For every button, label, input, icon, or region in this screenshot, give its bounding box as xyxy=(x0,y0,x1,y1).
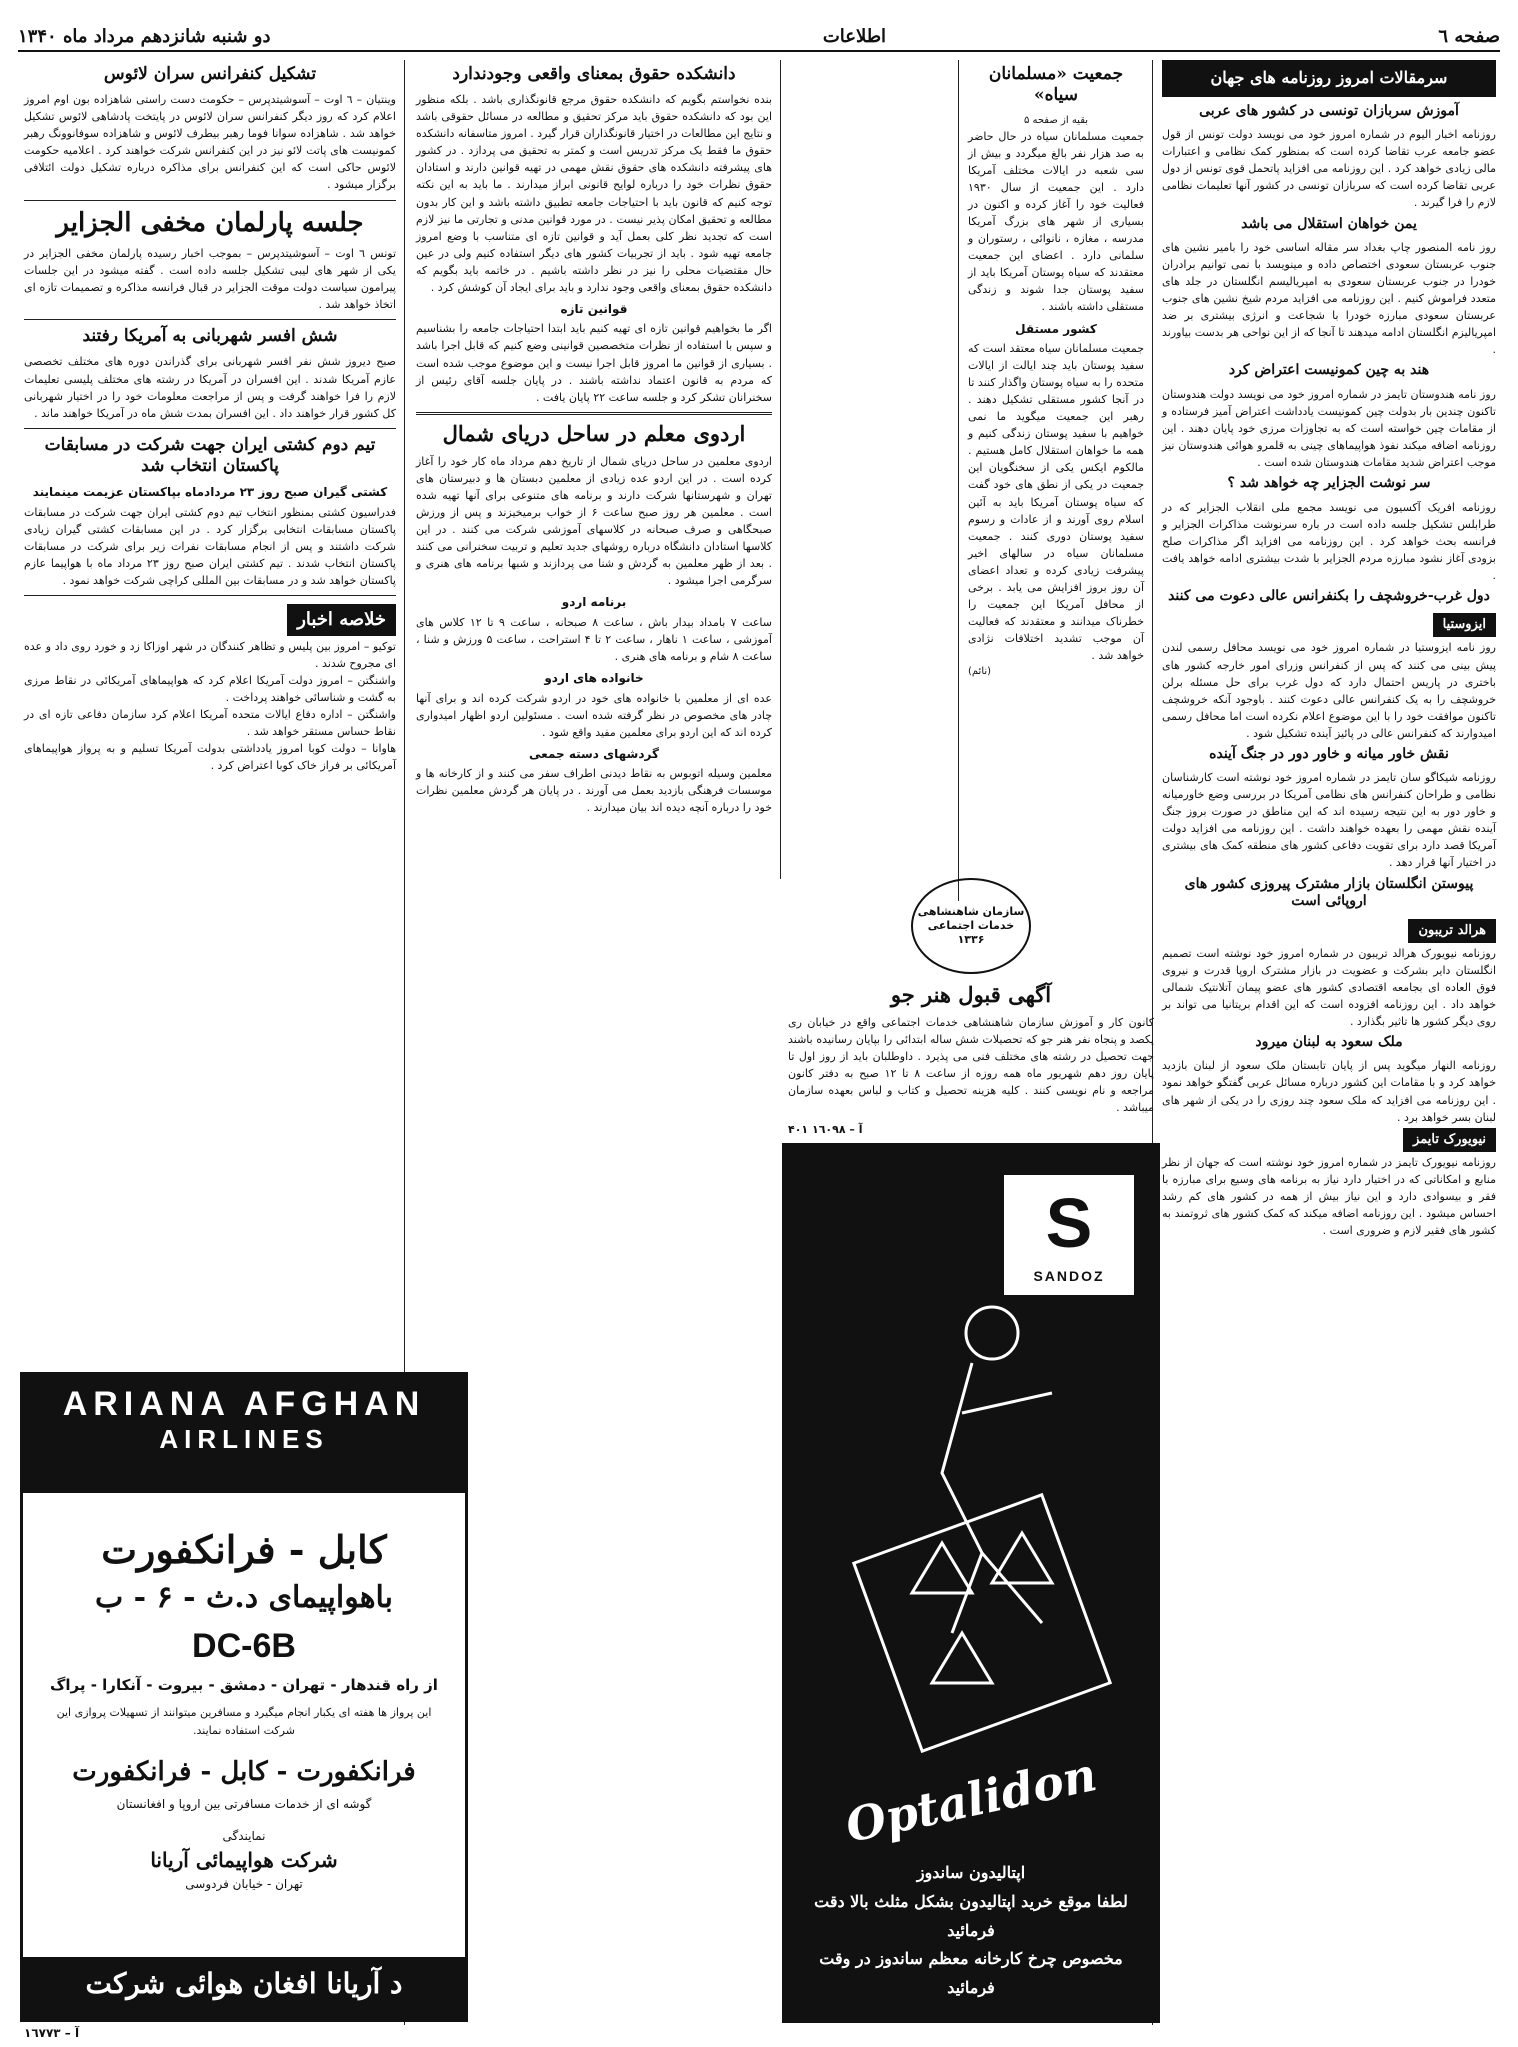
ad-body: کانون کار و آموزش سازمان شاهنشاهی خدمات اجتماعی واقع در خیابان ری یکصد و پنجاه نفر هنر جو که تحصیلات شش ساله ابتدائی را بپایان رسانیده باشند جهت تحصیل در رشته های مختلف فنی می پذیرد . داوطلبان باید از روز اول تا پایان روز دهم شهریور ماه همه روزه از ساعت ۸ تا ۱۲ صبح به دفتر کانون مراجعه و نام نویسی کنند . کلیه هزینه تحصیل و کتاب و لباس بعهده سازمان میباشد . xyxy=(788,1016,1154,1115)
ariana-info: این پرواز ها هفته ای یکبار انجام میگیرد و مسافرین میتوانند از تسهیلات پروازی این شرکت استفاده نمایند. xyxy=(56,1706,432,1737)
article-title: آموزش سربازان تونسی در کشور های عربی xyxy=(1199,102,1459,119)
agent-label: نمایندگی xyxy=(222,1829,266,1844)
article-body: روزنامه نیویورک تایمز در شماره امروز خود نوشته است که جهان از نظر منابع و امکاناتی که در اختیار دارد نیاز به برنامه های وسیع برای مبارزه با فقر و بیسوادی دارد و این نیاز بیش از همه در کشور های کم رشد احساس میشود . این روزنامه اضافه میکند که کمک کشور های ثروتمند به کشور های فقیر لازم و ضروری است . xyxy=(1162,1155,1496,1237)
article-title: نقش خاور میانه و خاور دور در جنگ آینده xyxy=(1209,745,1449,762)
article-title: تشکیل کنفرانس سران لائوس xyxy=(103,64,317,84)
article-subtitle: کشتی گیران صبح روز ۲۳ مردادماه بپاکستان عزیمت مینمایند xyxy=(32,485,388,500)
news-column xyxy=(18,60,402,1357)
ariana-route-return: فرانکفورت - کابل - فرانکفورت xyxy=(72,1757,416,1788)
article-body: عده ای از معلمین با خانواده های خود در اردو شرکت کرده اند و برای آنها چادر های مخصوص در نظر گرفته شده است . مسئولین اردو اظهار امیدواری کرده اند که این اردو برای معلمین مفید واقع شود . xyxy=(416,691,772,739)
article-body: روزنامه اخبار الیوم در شماره امروز خود می نویسد دولت تونس از قول عضو جامعه عرب تقاضا کرده است که بمنظور کمک نظامی و اعتبارات مالی زیادی خواهد کرد . این روزنامه می افزاید پاتحمل قوی تونس از دول عربی تقاضا کرده است که سربازان تونسی در کشور آنها تعلیمات نظامی لازم را فرا گیرند . xyxy=(1162,128,1496,210)
figure-illustration-icon xyxy=(822,1293,1122,1753)
article-signature: (نائم) xyxy=(968,666,992,677)
source-tag: نیویورک تایمز xyxy=(1403,1128,1496,1152)
article-body: اگر ما بخواهیم قوانین تازه ای تهیه کنیم باید ابتدا احتیاجات جامعه را بشناسیم و سپس با استفاده از نظرات متخصصین قوانینی وضع کنیم که قابل اجرا باشد . بسیاری از قوانین ما امروز قابل اجرا نیست و این موضوع موجب شده است که مردم به قانون اعتماد نداشته باشند . در پایان جلسه آقای رئیس از سخنرانان تشکر کرد و جلسه ساعت ۲۲ پایان یافت . xyxy=(416,322,772,404)
divider xyxy=(24,428,396,429)
ariana-cities: از راه قندهار - تهران - دمشق - بیروت - آنکارا - پراگ xyxy=(50,1676,438,1694)
article-subtitle: قوانین تازه xyxy=(560,301,628,316)
article-subtitle: خانواده های اردو xyxy=(544,671,644,685)
agent-name: شرکت هواپیمائی آریانا xyxy=(150,1848,338,1873)
source-tag: هرالد تریبون xyxy=(1408,919,1496,943)
article-subtitle: برنامه اردو xyxy=(561,595,627,610)
article-title: ملک سعود به لبنان میرود xyxy=(1255,1033,1403,1050)
black-muslims-column xyxy=(962,60,1150,901)
article-body: معلمین وسیله اتوبوس به نقاط دیدنی اطراف سفر می کنند و از کارخانه ها و موسسات فرهنگی بازدید بعمل می آورند . در پایان هر گردش معلمین نظرات خود را درباره آنچه دیده اند بیان میدارند . xyxy=(416,767,772,815)
slogan-line: لطفا موقع خرید اپتالیدون بشکل مثلث بالا دقت فرمائید xyxy=(814,1891,1128,1940)
slogan-line: مخصوص چرخ کارخانه معظم ساندوز در وقت فرمائید xyxy=(819,1949,1123,1998)
article-body: جمعیت مسلمانان سیاه معتقد است که سفید پوستان باید چند ایالت از ایالات متحده را به سیاه پوستان واگذار کنند تا در آنجا کشور مستقلی تشکیل دهند . رهبر این جمعیت میگوید ما نمی خواهیم با سفید پوستان زندگی کنیم و همه ما خواهان استقلال کامل هستیم . مالکوم ایکس یکی از سخنگویان این جمعیت در یکی از نطق های خود گفت که سیاه پوستان آمریکا باید به آئین اسلام روی آورند و از عادات و رسوم سفید پوستان دوری کنند . جمعیت مسلمانان سیاه در سالهای اخیر پیشرفت زیادی کرده و تعداد اعضای آن روز بروز افزایش می یابد . برخی از محافل آمریکا این جمعیت را خطرناک میدانند و معتقدند که فعالیت آن موجب تشدید اختلافات نژادی خواهد شد . xyxy=(968,342,1144,662)
article-body: وینتیان – ٦ اوت – آسوشیتدپرس – حکومت دست راستی شاهزاده بون اوم امروز اعلام کرد که روز دیگر کنفرانس سران لائوس در پایتخت پادشاهی لائوس تشکیل خواهد شد . شاهزاده سوانا فوما رهبر بیطرف لائوس و شاهزاده سوفانوونگ رهبر کمونیست های پاتت لائو نیز در این کنفرانس شرکت خواهند کرد . اعلامیه حکومت لائوس حاکی است که این کنفرانس برای مذاکره درباره تشکیل دولت ائتلافی برگزار میشود . xyxy=(24,93,396,192)
ariana-footer: د آریانا افغان هوائی شرکت xyxy=(23,1957,465,2019)
article-body: فدراسیون کشتی بمنظور انتخاب تیم دوم کشتی ایران جهت شرکت در مسابقات پاکستان مسابقات انتخابی برگزار کرد . در این مسابقات کشتی گیران زیادی شرکت داشتند و پس از انجام مسابقات نفرات زیر برای شرکت در مسابقات پاکستان انتخاب شدند . تیم کشتی ایران صبح روز ۲۳ مرداد ماه با هواپیما عازم پاکستان خواهد شد و در مسابقات بین المللی کراچی شرکت خواهد نمود . xyxy=(24,505,396,587)
article-body: صبح دیروز شش نفر افسر شهربانی برای گذراندن دوره های مختلف تخصصی عازم آمریکا شدند . این افسران در آمریکا در رشته های مختلف پلیسی تعلیمات لازم را فرا خواهند گرفت و پس از مراجعت معلومات خود را در اختیار شهربانی کل کشور قرار خواهند داد . این افسران بمدت شش ماه در آمریکا خواهند ماند . xyxy=(24,355,396,420)
article-title: دول غرب-خروشچف را بکنفرانس عالی دعوت می کنند xyxy=(1168,587,1490,604)
ad-code: آ – ۱٦۰۹۸ ۴۰۱ xyxy=(788,1122,863,1136)
article-body: روزنامه النهار میگوید پس از پایان تابستان ملک سعود از لبنان بازدید خواهد کرد و با مقامات این کشور درباره مسائل عربی گفتگو خواهد نمود . این روزنامه می افزاید که ملک سعود چند روزی را در یکی از شهر های لبنان بسر خواهد برد . xyxy=(1162,1059,1496,1124)
optalidon-brand: Optalidon xyxy=(840,1747,1102,1853)
optalidon-slogan xyxy=(796,1859,1146,2003)
ad-title: آگهی قبول هنر جو xyxy=(890,982,1052,1007)
summary-item: توکیو – امروز بین پلیس و تظاهر کنندگان در شهر اوزاکا زد و خورد روی داد و عده ای مجروح شدند . xyxy=(24,639,396,670)
article-body: روزنامه نیویورک هرالد تریبون در شماره امروز خود نوشته است تصمیم انگلستان دایر بشرکت و عضویت در بازار مشترک اروپا قدرت و نیروی فوق العاده ای بجامعه اقتصادی کشور های عضو پیمان آتلانتیک شمالی خواهد داد . این روزنامه افزوده است که این اقدام بریتانیا می تواند بر روی دیگر کشور ها تاثیر بگذارد . xyxy=(1162,946,1496,1028)
newspaper-name: اطلاعات xyxy=(822,25,887,47)
social-services-emblem-icon: سازمان شاهنشاهی خدمات اجتماعی ۱۳۳۶ xyxy=(911,878,1031,974)
article-body: ساعت ۷ بامداد بیدار باش ، ساعت ۸ صبحانه ، ساعت ۹ تا ۱۲ کلاس های آموزشی ، ساعت ۱ ناهار ، ساعت ۲ تا ۴ استراحت ، ساعت ۵ ورزش و شنا ، ساعت ۸ شام و برنامه های هنری . xyxy=(416,615,772,663)
issue-date: دو شنبه شانزدهم مرداد ماه ۱۳۴۰ xyxy=(18,25,271,47)
news-summary-tag: خلاصه اخبار xyxy=(287,604,396,636)
masthead xyxy=(18,22,1500,52)
sandoz-logo-letter: S xyxy=(1045,1184,1093,1262)
ariana-aircraft: باهواپیمای د.ث - ۶ - ب xyxy=(94,1580,394,1615)
ariana-airlines-ad xyxy=(20,1372,468,2022)
ad-code: آ – ۱٦۷۷۳ xyxy=(24,2026,80,2040)
optalidon-ad xyxy=(782,1143,1160,2023)
article-body: تونس ٦ اوت – آسوشیتدپرس – بموجب اخبار رسیده پارلمان مخفی الجزایر در یکی از شهر های لیبی تشکیل جلسه داده است . گفته میشود در این جلسات پیرامون سیاست دولت موقت الجزایر در قبال فرانسه مذاکره و تصمیمات تازه ای اتخاذ خواهد شد . xyxy=(24,247,397,312)
continued-from: بقیه از صفحه ۵ xyxy=(1023,114,1089,126)
summary-item: واشنگتن – امروز دولت آمریکا اعلام کرد که هواپیماهای آمریکائی در نقاط مرزی به گشت و شناسائی خواهند پرداخت . xyxy=(24,673,396,705)
divider xyxy=(24,595,396,596)
ariana-route: کابل - فرانکفورت xyxy=(101,1527,387,1572)
article-title: تیم دوم کشتی ایران جهت شرکت در مسابقات پاکستان انتخاب شد xyxy=(44,434,376,476)
hiring-notice-ad xyxy=(782,868,1160,1138)
article-body: روز نامه ایزوستیا در شماره امروز خود می نویسد محافل رسمی لندن پیش بینی می کنند که پس از کنفرانس وزرای امور خارجه کشور های باختری در پاریس احتمال دارد که دول غرب برای حل مسئله برلن خروشچف را به یک کنفرانس عالی دعوت کنند . باوجود آنکه خروشچف تاکنون موافقت خود را با این موضوع اعلام نکرده است اما محافل رسمی امیدوارند که کنفرانس عالی در پائیز آینده تشکیل شود . xyxy=(1162,641,1496,740)
article-title: دانشکده حقوق بمعنای واقعی وجودندارد xyxy=(452,64,736,84)
column-rule xyxy=(780,60,781,879)
ariana-agent xyxy=(23,1827,465,1893)
article-title: هند به چین کمونیست اعتراض کرد xyxy=(1228,362,1430,379)
article-title: اردوی معلم در ساحل دریای شمال xyxy=(442,420,746,446)
source-tag: ایزوستیا xyxy=(1433,613,1496,637)
divider xyxy=(24,319,396,320)
divider xyxy=(416,412,772,415)
ariana-service: گوشه ای از خدمات مسافرتی بین اروپا و افغانستان xyxy=(116,1797,372,1812)
article-title: جمعیت «مسلمانان سیاه» xyxy=(988,64,1124,106)
article-title: جلسه پارلمان مخفی الجزایر xyxy=(56,207,364,238)
article-body: روزنامه افریک آکسیون می نویسد مجمع ملی انقلاب الجزایر که در طرابلس تشکیل جلسه داده است در باره سرنوشت مذاکرات الجزایر و فرانسه بحث خواهد کرد . این روزنامه می افزاید اگر مذاکرات صلح بزودی آغاز نشود مبارزه مردم الجزایر با شدت بیشتری ادامه خواهد یافت . xyxy=(1162,500,1496,582)
article-title: پیوستن انگلستان بازار مشترک پیروزی کشور های اروپائی است xyxy=(1184,875,1474,910)
ariana-brand-sub: AIRLINES xyxy=(159,1424,329,1454)
article-subtitle: کشور مستقل xyxy=(1015,321,1097,336)
ariana-model: DC-6B xyxy=(192,1627,296,1665)
world-press-banner: سرمقالات امروز روزنامه های جهان xyxy=(1162,60,1496,97)
page-number: صفحه ٦ xyxy=(1438,25,1500,47)
sandoz-logo-name: SANDOZ xyxy=(1033,1268,1105,1284)
slogan-line: اپتالیدون ساندوز xyxy=(916,1863,1026,1882)
divider xyxy=(24,200,396,201)
article-body: روز نامه هندوستان تایمز در شماره امروز خود می نویسد دولت هندوستان تاکنون چندین بار بدولت چین کمونیست یادداشت اعتراض آمیز فرستاده و از مقامات چین خواسته است که به تجاوزات مرزی خود پایان دهند . این روزنامه اضافه میکند نفوذ هواپیماهای چینی به قلمرو هوائی هندوستان نیز موجب اعتراض شدید مقامات هندوستان شده است . xyxy=(1162,387,1496,470)
summary-item: هاوانا – دولت کوبا امروز یادداشتی بدولت آمریکا تسلیم و به پرواز هواپیماهای آمریکائی بر فراز خاک کوبا اعتراض کرد . xyxy=(24,742,396,773)
ariana-brand: ARIANA AFGHAN xyxy=(62,1385,426,1423)
world-press-column xyxy=(1156,60,1502,2025)
agent-address: تهران - خیابان فردوسی xyxy=(185,1877,303,1892)
summary-item: واشنگتن – اداره دفاع ایالات متحده آمریکا اعلام کرد سازمان دفاعی تازه ای در نقاط حساس مستقر خواهد شد . xyxy=(24,708,396,739)
article-body: روز نامه المنصور چاپ بغداد سر مقاله اساسی خود را بامیر نشین های جنوب عربستان سعودی اختصاص داده و مینویسد با نمی توانیم برادران خودرا در جنوب عربستان سعودی به امپریالیسم انگلستان در جلد های متعدد فراموش کنیم . این روزنامه می افزاید مردم شیخ نشین های جنوب عربستان سعودی مبارزه خودرا با شجاعت و انرژی بیشتری بر ضد امپریالیزم انگلستان ادامه میدهند تا آنجا که از این نواحی هر بدست بیاورند . xyxy=(1162,241,1496,357)
sandoz-logo-icon xyxy=(1004,1175,1134,1295)
article-title: سر نوشت الجزایر چه خواهد شد ؟ xyxy=(1227,475,1431,492)
article-title: یمن خواهان استقلال می باشد xyxy=(1241,215,1417,232)
article-body: بنده نخواستم بگویم که دانشکده حقوق مرجع قانونگذاری باشد . بلکه منظور این بود که دانشکده حقوق باید مرکز تحقیق و مطالعه در مسائل حقوقی باشد و نتایج این مطالعات در اختیار قانونگذاران قرار گیرد . امروز متاسفانه دانشکده حقوق ما فقط یک مرکز تدریس است و کمتر به تحقیق می پردازد . در کشور های پیشرفته دانشکده های حقوق نقش مهمی در تهیه قوانین دارند و استادان حقوق نظرات خود را درباره لوایح قانونی ابراز میدارند . ما باید به این نکته توجه کنیم که قانون باید با احتیاجات جامعه تطبیق داشته باشد و این کار بدون مطالعه و تحقیق امکان پذیر نیست . در مورد قوانین مدنی و تجارتی ما نیز لازم است که تجدید نظر کلی بعمل آید و قوانین تازه ای متناسب با وضع امروز جامعه تهیه شود . باید از تجربیات کشور های دیگر استفاده کنیم ولی در عین حال مقتضیات محلی را نیز در نظر داشته باشیم . در خاتمه باید بگویم که دانشکده حقوق بمعنای واقعی وجود ندارد و باید برای ایجاد آن کوشش کرد . xyxy=(416,93,772,294)
article-body: روزنامه شیکاگو سان تایمز در شماره امروز خود نوشته است کارشناسان نظامی و طراحان کنفرانس های نظامی آمریکا در بررسی وضع خاورمیانه و خاور دور به این نتیجه رسیده اند که این مناطق در صورت بروز جنگ آینده نقش مهمی را بعهده خواهند داشت . این روزنامه می افزاید دولت آمریکا قصد دارد برای تقویت دفاعی کشور های منطقه کمک های بیشتری در اختیار آنها قرار دهد . xyxy=(1162,771,1496,870)
ariana-header xyxy=(23,1375,465,1493)
column-rule xyxy=(958,60,959,901)
article-body: اردوی معلمین در ساحل دریای شمال از تاریخ دهم مرداد ماه کار خود را آغاز کرده است . در این اردو عده زیادی از معلمین دبستان ها و دبیرستان های تهران و شهرستانها شرکت دارند و برنامه های متنوعی برای آنها تهیه شده است . معلمین هر روز صبح ساعت ۶ از خواب برمیخیزند و پس از ورزش صبحگاهی و صرف صبحانه در کلاسهای آموزشی شرکت می کنند . در این کلاسها استادان دانشگاه درباره روشهای جدید تعلیم و تربیت سخنرانی می کنند . بعد از ظهر معلمین به گردش و شنا می پردازند و شبها برنامه های هنری و سرگرمی اجرا میشود . xyxy=(416,454,772,588)
article-subtitle: گردشهای دسته جمعی xyxy=(529,746,659,761)
article-title: شش افسر شهربانی به آمریکا رفتند xyxy=(82,326,338,347)
article-body: جمعیت مسلمانان سیاه در حال حاضر به صد هزار نفر بالغ میگردد و بیش از سی شعبه در ایالات مختلف آمریکا دارد . این جمعیت از سال ۱۹۳۰ فعالیت خود را آغاز کرده و اکنون در بسیاری از شهر های بزرگ آمریکا مدرسه ، مغازه ، نانوائی ، رستوران و سلمانی دارد . اعضای این جمعیت معتقدند که سیاه پوستان آمریکا باید از سفید پوستان جدا شوند و زندگی مستقلی داشته باشند . xyxy=(968,130,1144,314)
